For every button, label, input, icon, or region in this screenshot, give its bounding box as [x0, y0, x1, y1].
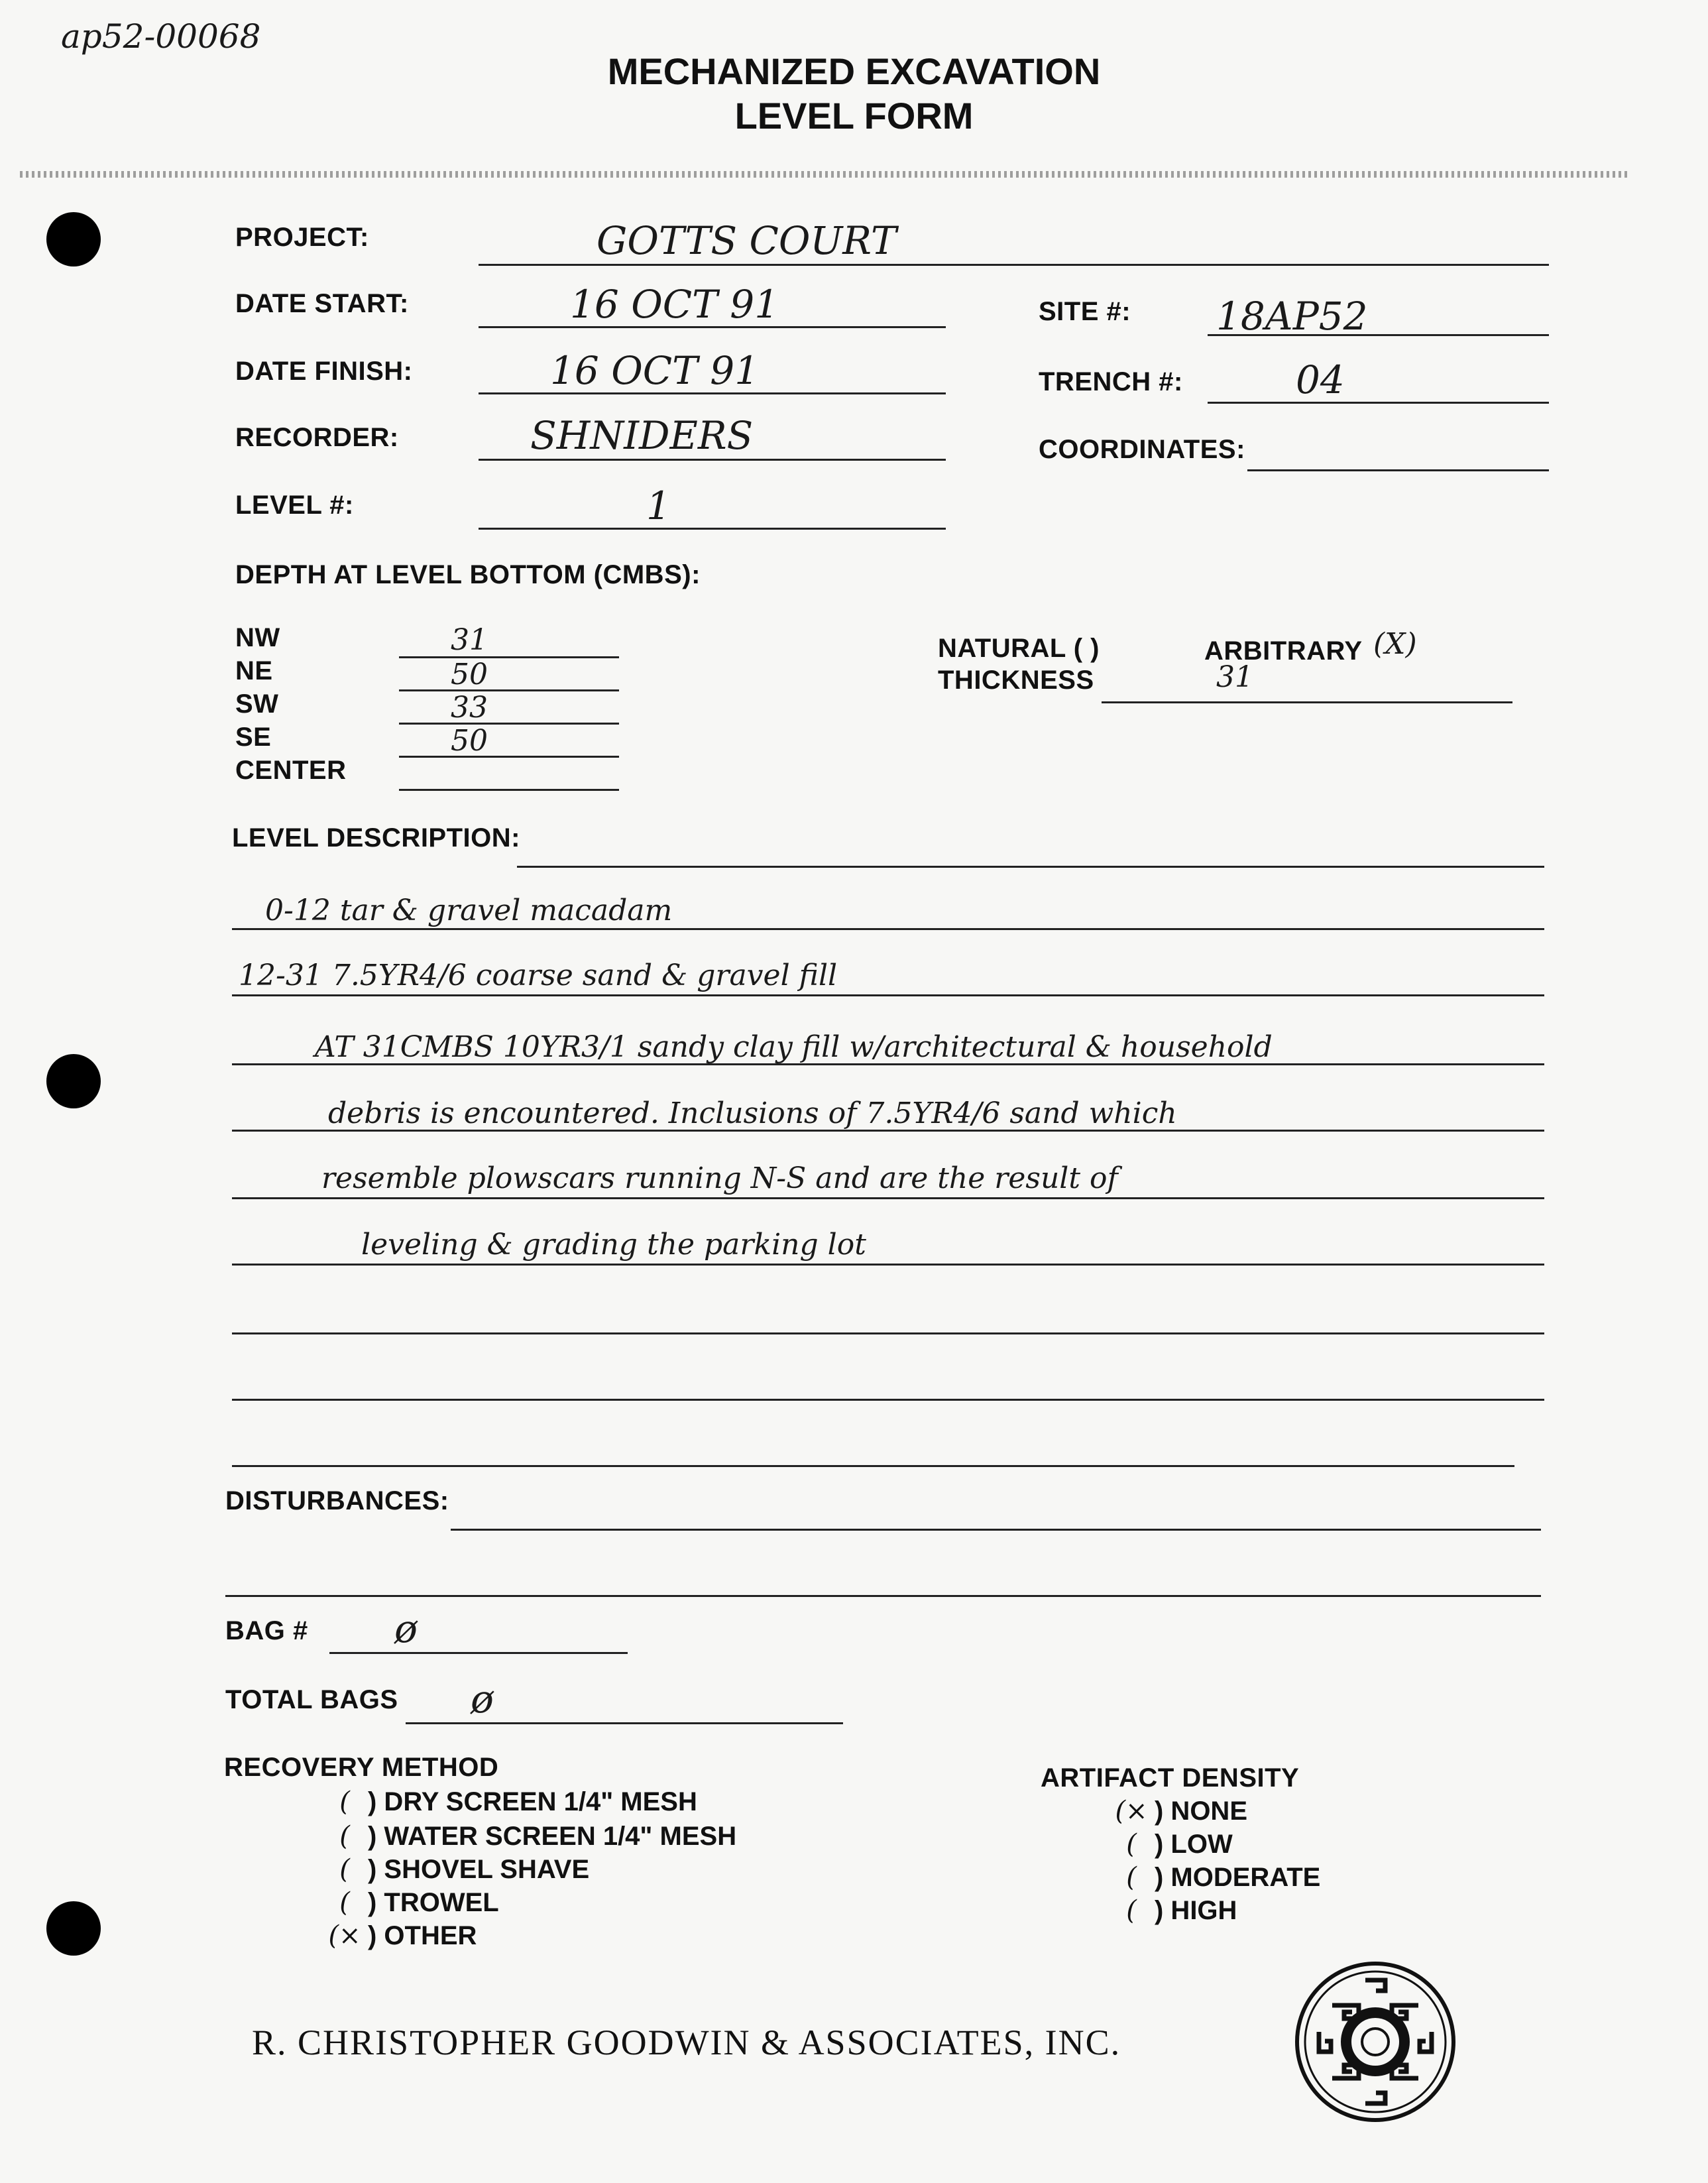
recovery-option-label: ) TROWEL — [368, 1888, 499, 1917]
description-line-6: leveling & grading the parking lot — [361, 1228, 866, 1262]
artifact-density-heading: ARTIFACT DENSITY — [1041, 1763, 1300, 1793]
depth-sw-value: 33 — [451, 691, 488, 725]
project-label: PROJECT: — [235, 223, 369, 252]
recorder-value: SHNIDERS — [530, 413, 754, 458]
level-description-label: LEVEL DESCRIPTION: — [232, 823, 520, 853]
level-description-line — [517, 866, 1544, 868]
thickness-line — [1102, 701, 1512, 703]
trench-value: 04 — [1296, 357, 1345, 402]
recovery-option-shovel-shave — [321, 1856, 589, 1883]
arbitrary-label: ARBITRARY — [1204, 636, 1363, 666]
trench-label: TRENCH #: — [1039, 367, 1183, 396]
density-option-none — [1108, 1798, 1247, 1824]
density-mark: ( — [1126, 1829, 1137, 1859]
depth-center-label: CENTER — [235, 756, 347, 785]
company-name: R. CHRISTOPHER GOODWIN & ASSOCIATES, INC. — [252, 2023, 1121, 2062]
description-line-1: 0-12 tar & gravel macadam — [265, 894, 673, 927]
level-value: 1 — [646, 483, 671, 528]
bag-line — [329, 1652, 628, 1654]
description-ruled-line — [232, 1399, 1544, 1401]
recovery-mark: ( — [339, 1854, 350, 1885]
description-line-4: debris is encountered. Inclusions of 7.5YR4/6 sand which — [328, 1096, 1177, 1130]
recovery-method-heading: RECOVERY METHOD — [224, 1753, 499, 1782]
recovery-option-label: ) SHOVEL SHAVE — [368, 1855, 590, 1884]
total-bags-line — [406, 1722, 843, 1724]
recovery-option-label: ) DRY SCREEN 1/4" MESH — [368, 1787, 697, 1816]
site-label: SITE #: — [1039, 297, 1131, 326]
recovery-option-dry-screen — [321, 1789, 697, 1815]
site-value: 18AP52 — [1216, 294, 1368, 339]
recovery-option-label: ) OTHER — [368, 1921, 477, 1950]
form-title-line1: MECHANIZED EXCAVATION — [607, 50, 1101, 92]
density-option-label: ) HIGH — [1155, 1896, 1237, 1925]
scan-noise — [20, 171, 1630, 178]
density-option-label: ) LOW — [1155, 1830, 1233, 1859]
description-ruled-line — [232, 1332, 1544, 1334]
trench-field-line — [1208, 402, 1549, 404]
date-start-label: DATE START: — [235, 289, 409, 318]
recovery-option-label: ) WATER SCREEN 1/4" MESH — [368, 1822, 737, 1851]
date-finish-label: DATE FINISH: — [235, 357, 413, 386]
recovery-mark: ( — [339, 1787, 350, 1817]
bag-label: BAG # — [225, 1616, 308, 1645]
punch-hole-icon — [46, 1901, 101, 1956]
description-line-3: AT 31CMBS 10YR3/1 sandy clay fill w/architectural & household — [315, 1030, 1273, 1064]
recovery-option-trowel — [321, 1889, 499, 1916]
punch-hole-icon — [46, 1054, 101, 1108]
disturbances-line — [451, 1529, 1541, 1531]
coordinates-field-line — [1247, 469, 1549, 471]
density-option-moderate — [1108, 1864, 1320, 1891]
density-option-high — [1108, 1897, 1237, 1924]
recorder-field-line — [479, 459, 946, 461]
depth-center-line — [399, 789, 619, 791]
document-id: ap52-00068 — [61, 17, 261, 56]
disturbances-label: DISTURBANCES: — [225, 1486, 449, 1515]
depth-ne-value: 50 — [451, 658, 488, 691]
depth-nw-label: NW — [235, 623, 280, 652]
depth-nw-value: 31 — [451, 623, 488, 657]
density-option-label: ) NONE — [1155, 1797, 1247, 1826]
description-ruled-line — [232, 1197, 1544, 1199]
depth-se-value: 50 — [451, 724, 488, 758]
natural-label: NATURAL ( ) — [938, 634, 1100, 663]
bag-value: ø — [394, 1606, 418, 1651]
coordinates-label: COORDINATES: — [1039, 435, 1245, 464]
density-option-low — [1108, 1831, 1233, 1858]
date-finish-value: 16 OCT 91 — [550, 348, 760, 393]
recovery-mark: (× — [328, 1920, 361, 1951]
recovery-option-water-screen — [321, 1823, 736, 1850]
depth-nw-line — [399, 656, 619, 658]
recovery-option-other — [321, 1922, 477, 1949]
description-ruled-line — [232, 994, 1544, 996]
level-label: LEVEL #: — [235, 491, 354, 520]
depth-sw-line — [399, 723, 619, 725]
arbitrary-mark: (X) — [1373, 627, 1417, 661]
depth-se-label: SE — [235, 723, 272, 752]
project-field-line — [479, 264, 1549, 266]
description-ruled-line — [232, 1264, 1544, 1266]
date-start-value: 16 OCT 91 — [570, 282, 779, 327]
density-mark: ( — [1126, 1895, 1137, 1926]
description-ruled-line — [232, 1465, 1514, 1467]
depth-sw-label: SW — [235, 689, 279, 719]
depth-se-line — [399, 756, 619, 758]
greek-key-seal-icon — [1292, 1959, 1458, 2125]
depth-ne-line — [399, 689, 619, 691]
total-bags-label: TOTAL BAGS — [225, 1685, 398, 1714]
depth-ne-label: NE — [235, 656, 273, 685]
level-field-line — [479, 528, 946, 530]
density-mark: ( — [1126, 1862, 1137, 1893]
description-line-2: 12-31 7.5YR4/6 coarse sand & gravel fill — [239, 959, 838, 992]
recovery-mark: ( — [339, 1887, 350, 1918]
density-option-label: ) MODERATE — [1155, 1863, 1321, 1892]
disturbances-line-2 — [225, 1595, 1541, 1597]
thickness-label: THICKNESS — [938, 666, 1094, 695]
total-bags-value: ø — [471, 1677, 494, 1722]
recorder-label: RECORDER: — [235, 423, 399, 452]
description-line-5: resemble plowscars running N-S and are the result of — [321, 1161, 1118, 1195]
description-ruled-line — [232, 928, 1544, 930]
thickness-value: 31 — [1216, 660, 1253, 694]
depth-heading: DEPTH AT LEVEL BOTTOM (CMBS): — [235, 560, 701, 589]
project-value: GOTTS COURT — [597, 218, 897, 263]
form-title-line2: LEVEL FORM — [734, 95, 974, 137]
punch-hole-icon — [46, 212, 101, 266]
recovery-mark: ( — [339, 1821, 350, 1852]
density-mark: (× — [1115, 1796, 1148, 1826]
